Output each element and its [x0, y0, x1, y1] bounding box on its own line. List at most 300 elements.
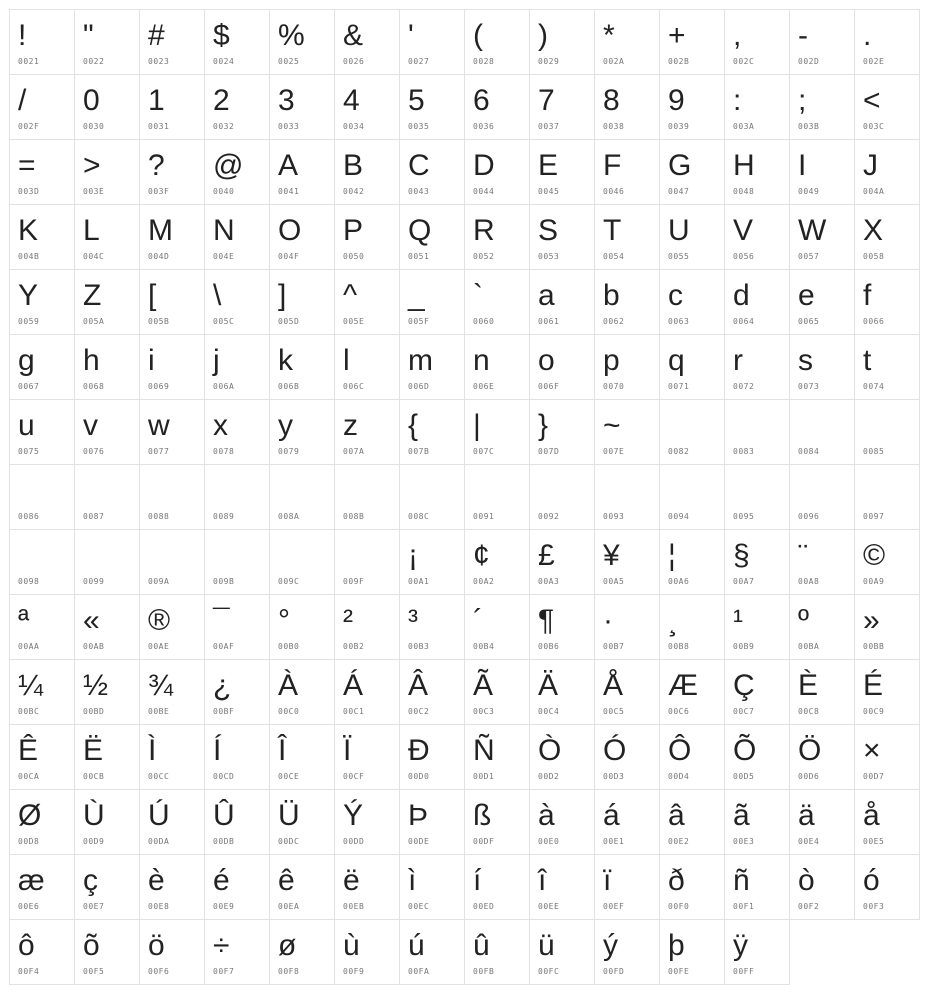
glyph-cell [204, 594, 270, 660]
glyph-cell [854, 789, 920, 855]
glyph-code: 00E9 [213, 902, 235, 911]
glyph-code: 00D7 [863, 772, 885, 781]
glyph-char: æ [18, 864, 45, 897]
glyph-cell [464, 399, 530, 465]
glyph-cell [269, 139, 335, 205]
glyph-cell [659, 9, 725, 75]
glyph-char: ( [473, 19, 483, 52]
glyph-code: 00C8 [798, 707, 820, 716]
glyph-cell [334, 269, 400, 335]
glyph-char: C [408, 149, 430, 182]
glyph-code: 0085 [863, 447, 885, 456]
glyph-cell [529, 529, 595, 595]
glyph-char: ó [863, 864, 880, 897]
glyph-char: I [798, 149, 807, 182]
glyph-char: ë [343, 864, 360, 897]
glyph-char: Ö [798, 734, 822, 767]
glyph-cell [9, 204, 75, 270]
glyph-cell [399, 74, 465, 140]
glyph-cell [9, 334, 75, 400]
glyph-code: 007C [473, 447, 495, 456]
glyph-cell [399, 9, 465, 75]
glyph-char: ¿ [213, 669, 232, 702]
glyph-cell [74, 204, 140, 270]
glyph-code: 0043 [408, 187, 430, 196]
glyph-cell [854, 269, 920, 335]
glyph-char: , [733, 19, 742, 52]
glyph-code: 0075 [18, 447, 40, 456]
glyph-char: ê [278, 864, 295, 897]
glyph-code: 00DC [278, 837, 300, 846]
glyph-code: 00AF [213, 642, 235, 651]
glyph-char: ò [798, 864, 815, 897]
glyph-cell [74, 399, 140, 465]
glyph-char: « [83, 604, 100, 637]
glyph-cell [789, 204, 855, 270]
glyph-cell [724, 919, 790, 985]
glyph-cell [464, 9, 530, 75]
glyph-cell [334, 789, 400, 855]
glyph-cell [724, 464, 790, 530]
glyph-code: 00F2 [798, 902, 820, 911]
glyph-char: 4 [343, 84, 360, 117]
glyph-char: × [863, 734, 881, 767]
glyph-cell [334, 139, 400, 205]
glyph-char: L [83, 214, 100, 247]
glyph-code: 00BD [83, 707, 105, 716]
glyph-cell [789, 269, 855, 335]
glyph-char: ` [473, 279, 483, 312]
glyph-cell [399, 724, 465, 790]
glyph-code: 0061 [538, 317, 560, 326]
glyph-code: 009C [278, 577, 300, 586]
glyph-char: Ù [83, 799, 105, 832]
glyph-char: G [668, 149, 692, 182]
glyph-char: ñ [733, 864, 750, 897]
glyph-cell [529, 724, 595, 790]
glyph-cell [789, 334, 855, 400]
glyph-code: 0057 [798, 252, 820, 261]
glyph-cell [789, 854, 855, 920]
glyph-cell [204, 919, 270, 985]
glyph-code: 00DF [473, 837, 495, 846]
glyph-cell [269, 789, 335, 855]
glyph-char: Y [18, 279, 39, 312]
glyph-char: ° [278, 604, 290, 637]
glyph-char: ^ [343, 279, 358, 312]
glyph-char: É [863, 669, 884, 702]
glyph-char: e [798, 279, 815, 312]
glyph-code: 0083 [733, 447, 755, 456]
glyph-char: ¹ [733, 604, 743, 637]
glyph-char: l [343, 344, 350, 377]
glyph-code: 0023 [148, 57, 170, 66]
glyph-code: 0073 [798, 382, 820, 391]
glyph-cell [464, 204, 530, 270]
glyph-char: ¼ [18, 669, 44, 702]
glyph-cell [74, 334, 140, 400]
glyph-char: X [863, 214, 884, 247]
glyph-char: _ [408, 279, 425, 312]
glyph-code: 00CA [18, 772, 40, 781]
glyph-code: 0028 [473, 57, 495, 66]
glyph-code: 00CB [83, 772, 105, 781]
glyph-char: Ã [473, 669, 494, 702]
glyph-cell [139, 464, 205, 530]
glyph-code: 003C [863, 122, 885, 131]
glyph-cell [204, 399, 270, 465]
glyph-cell [74, 854, 140, 920]
glyph-char: û [473, 929, 490, 962]
glyph-code: 00EB [343, 902, 365, 911]
glyph-code: 00C6 [668, 707, 690, 716]
glyph-char: ! [18, 19, 27, 52]
glyph-code: 00A3 [538, 577, 560, 586]
glyph-cell [854, 139, 920, 205]
glyph-cell [854, 529, 920, 595]
glyph-char: Ý [343, 799, 364, 832]
glyph-cell [9, 464, 75, 530]
glyph-cell [854, 9, 920, 75]
glyph-code: 0091 [473, 512, 495, 521]
glyph-char: ¦ [668, 539, 676, 572]
glyph-cell [594, 529, 660, 595]
glyph-code: 00C5 [603, 707, 625, 716]
glyph-char: õ [83, 929, 100, 962]
glyph-code: 006D [408, 382, 430, 391]
glyph-code: 00E4 [798, 837, 820, 846]
glyph-cell [464, 74, 530, 140]
glyph-cell [399, 334, 465, 400]
glyph-cell [789, 139, 855, 205]
glyph-code: 008B [343, 512, 365, 521]
glyph-code: 00DE [408, 837, 430, 846]
glyph-cell [269, 9, 335, 75]
glyph-code: 0084 [798, 447, 820, 456]
glyph-cell [269, 594, 335, 660]
glyph-code: 00BE [148, 707, 170, 716]
glyph-cell [464, 334, 530, 400]
glyph-char: j [213, 344, 220, 377]
glyph-code: 005C [213, 317, 235, 326]
glyph-code: 0064 [733, 317, 755, 326]
glyph-code: 0038 [603, 122, 625, 131]
glyph-code: 002D [798, 57, 820, 66]
glyph-cell [854, 659, 920, 725]
glyph-code: 0067 [18, 382, 40, 391]
glyph-code: 00F6 [148, 967, 170, 976]
glyph-code: 0072 [733, 382, 755, 391]
glyph-code: 00E3 [733, 837, 755, 846]
glyph-cell [9, 594, 75, 660]
glyph-code: 00DD [343, 837, 365, 846]
glyph-cell [724, 334, 790, 400]
glyph-char: î [538, 864, 547, 897]
glyph-char: Ì [148, 734, 157, 767]
glyph-code: 00F9 [343, 967, 365, 976]
glyph-char: & [343, 19, 364, 52]
glyph-cell [789, 529, 855, 595]
glyph-code: 00FC [538, 967, 560, 976]
glyph-char: r [733, 344, 743, 377]
glyph-cell [724, 724, 790, 790]
glyph-char: ÿ [733, 929, 748, 962]
glyph-char: V [733, 214, 754, 247]
glyph-char: h [83, 344, 100, 377]
glyph-char: \ [213, 279, 222, 312]
glyph-code: 00BB [863, 642, 885, 651]
glyph-code: 002F [18, 122, 40, 131]
glyph-char: ç [83, 864, 98, 897]
glyph-code: 00C3 [473, 707, 495, 716]
glyph-cell [789, 74, 855, 140]
glyph-char: é [213, 864, 230, 897]
glyph-char: ? [148, 149, 165, 182]
glyph-cell [139, 9, 205, 75]
glyph-code: 006A [213, 382, 235, 391]
glyph-char: Â [408, 669, 429, 702]
glyph-char: º [798, 604, 809, 637]
glyph-code: 003F [148, 187, 170, 196]
glyph-char: ² [343, 604, 353, 637]
glyph-cell [74, 724, 140, 790]
glyph-code: 00C9 [863, 707, 885, 716]
glyph-code: 0039 [668, 122, 690, 131]
glyph-cell [204, 74, 270, 140]
glyph-cell [9, 854, 75, 920]
glyph-char: ½ [83, 669, 109, 702]
glyph-code: 00FA [408, 967, 430, 976]
glyph-code: 00E5 [863, 837, 885, 846]
glyph-code: 0092 [538, 512, 560, 521]
glyph-code: 002C [733, 57, 755, 66]
glyph-code: 00EE [538, 902, 560, 911]
glyph-char: þ [668, 929, 685, 962]
glyph-code: 00BA [798, 642, 820, 651]
glyph-char: ¶ [538, 604, 555, 637]
glyph-code: 0087 [83, 512, 105, 521]
glyph-char: i [148, 344, 155, 377]
glyph-code: 0070 [603, 382, 625, 391]
glyph-code: 004C [83, 252, 105, 261]
glyph-code: 00D4 [668, 772, 690, 781]
glyph-code: 0045 [538, 187, 560, 196]
glyph-code: 00B6 [538, 642, 560, 651]
glyph-char: a [538, 279, 555, 312]
glyph-char: ¢ [473, 539, 490, 572]
glyph-char: : [733, 84, 742, 117]
glyph-cell [9, 529, 75, 595]
glyph-code: 0048 [733, 187, 755, 196]
glyph-code: 0042 [343, 187, 365, 196]
glyph-code: 00D8 [18, 837, 40, 846]
glyph-cell [74, 594, 140, 660]
glyph-char: k [278, 344, 293, 377]
glyph-cell [789, 789, 855, 855]
glyph-code: 00D3 [603, 772, 625, 781]
glyph-cell [334, 529, 400, 595]
glyph-char: È [798, 669, 819, 702]
glyph-code: 00B8 [668, 642, 690, 651]
glyph-cell [139, 789, 205, 855]
glyph-char: 3 [278, 84, 295, 117]
glyph-code: 00AA [18, 642, 40, 651]
glyph-char: W [798, 214, 827, 247]
glyph-char: å [863, 799, 880, 832]
glyph-cell [204, 854, 270, 920]
glyph-cell [74, 269, 140, 335]
glyph-code: 00EF [603, 902, 625, 911]
glyph-code: 00C7 [733, 707, 755, 716]
glyph-code: 00F1 [733, 902, 755, 911]
glyph-cell [854, 204, 920, 270]
glyph-code: 006B [278, 382, 300, 391]
glyph-cell [269, 399, 335, 465]
glyph-cell [204, 269, 270, 335]
glyph-code: 00B0 [278, 642, 300, 651]
glyph-code: 0078 [213, 447, 235, 456]
glyph-cell [9, 659, 75, 725]
glyph-code: 0062 [603, 317, 625, 326]
glyph-code: 00FE [668, 967, 690, 976]
glyph-char: ä [798, 799, 815, 832]
glyph-code: 00CF [343, 772, 365, 781]
glyph-cell [464, 659, 530, 725]
glyph-cell [594, 9, 660, 75]
glyph-char: v [83, 409, 98, 442]
glyph-char: q [668, 344, 685, 377]
glyph-code: 00E1 [603, 837, 625, 846]
glyph-cell [9, 724, 75, 790]
glyph-char: u [18, 409, 35, 442]
glyph-char: 2 [213, 84, 230, 117]
glyph-cell [854, 334, 920, 400]
glyph-cell [74, 74, 140, 140]
glyph-code: 0026 [343, 57, 365, 66]
glyph-code: 0054 [603, 252, 625, 261]
glyph-code: 005D [278, 317, 300, 326]
glyph-char: ¥ [603, 539, 620, 572]
glyph-cell [464, 464, 530, 530]
glyph-code: 0035 [408, 122, 430, 131]
glyph-code: 00DA [148, 837, 170, 846]
glyph-char: Ø [18, 799, 42, 832]
glyph-code: 0034 [343, 122, 365, 131]
glyph-code: 004B [18, 252, 40, 261]
glyph-code: 00A9 [863, 577, 885, 586]
glyph-code: 0065 [798, 317, 820, 326]
glyph-char: p [603, 344, 620, 377]
glyph-cell [464, 789, 530, 855]
glyph-char: n [473, 344, 490, 377]
glyph-code: 0036 [473, 122, 495, 131]
glyph-cell [74, 789, 140, 855]
glyph-cell [74, 139, 140, 205]
glyph-cell [594, 204, 660, 270]
glyph-cell [334, 724, 400, 790]
glyph-code: 0021 [18, 57, 40, 66]
glyph-code: 00F3 [863, 902, 885, 911]
glyph-code: 00ED [473, 902, 495, 911]
glyph-cell [659, 659, 725, 725]
glyph-code: 00D6 [798, 772, 820, 781]
glyph-char: + [668, 19, 686, 52]
glyph-char: J [863, 149, 878, 182]
glyph-code: 006E [473, 382, 495, 391]
glyph-code: 00D9 [83, 837, 105, 846]
glyph-char: ß [473, 799, 492, 832]
glyph-cell [529, 334, 595, 400]
glyph-code: 00E8 [148, 902, 170, 911]
glyph-cell [139, 594, 205, 660]
glyph-cell [139, 659, 205, 725]
glyph-cell [269, 919, 335, 985]
glyph-cell [334, 659, 400, 725]
glyph-code: 002A [603, 57, 625, 66]
glyph-char: · [603, 604, 613, 637]
glyph-cell [529, 594, 595, 660]
glyph-code: 00A8 [798, 577, 820, 586]
glyph-code: 005F [408, 317, 430, 326]
glyph-char: ª [18, 604, 30, 637]
glyph-code: 00BF [213, 707, 235, 716]
glyph-code: 0030 [83, 122, 105, 131]
glyph-char: b [603, 279, 620, 312]
glyph-cell [659, 139, 725, 205]
glyph-code: 0046 [603, 187, 625, 196]
glyph-cell [399, 399, 465, 465]
glyph-char: Q [408, 214, 432, 247]
glyph-char: Ï [343, 734, 352, 767]
glyph-cell [204, 204, 270, 270]
glyph-cell [334, 9, 400, 75]
glyph-cell [334, 919, 400, 985]
glyph-char: K [18, 214, 39, 247]
glyph-code: 009B [213, 577, 235, 586]
glyph-char: ´ [473, 604, 483, 637]
glyph-code: 00F4 [18, 967, 40, 976]
glyph-cell [529, 789, 595, 855]
glyph-code: 00CC [148, 772, 170, 781]
glyph-code: 0089 [213, 512, 235, 521]
glyph-code: 0093 [603, 512, 625, 521]
glyph-char: £ [538, 539, 555, 572]
glyph-code: 00BC [18, 707, 40, 716]
glyph-char: [ [148, 279, 157, 312]
glyph-char: Î [278, 734, 287, 767]
glyph-cell [74, 529, 140, 595]
glyph-code: 00CE [278, 772, 300, 781]
glyph-cell [529, 919, 595, 985]
glyph-code: 004E [213, 252, 235, 261]
glyph-cell [204, 529, 270, 595]
glyph-code: 0031 [148, 122, 170, 131]
glyph-char: ; [798, 84, 807, 117]
glyph-char: Æ [668, 669, 698, 702]
glyph-code: 0058 [863, 252, 885, 261]
glyph-char: x [213, 409, 228, 442]
glyph-code: 005A [83, 317, 105, 326]
glyph-char: P [343, 214, 364, 247]
glyph-cell [204, 724, 270, 790]
glyph-cell [659, 919, 725, 985]
glyph-char: À [278, 669, 299, 702]
glyph-cell [9, 789, 75, 855]
glyph-char: f [863, 279, 872, 312]
glyph-code: 003E [83, 187, 105, 196]
glyph-code: 00CD [213, 772, 235, 781]
glyph-char: c [668, 279, 683, 312]
